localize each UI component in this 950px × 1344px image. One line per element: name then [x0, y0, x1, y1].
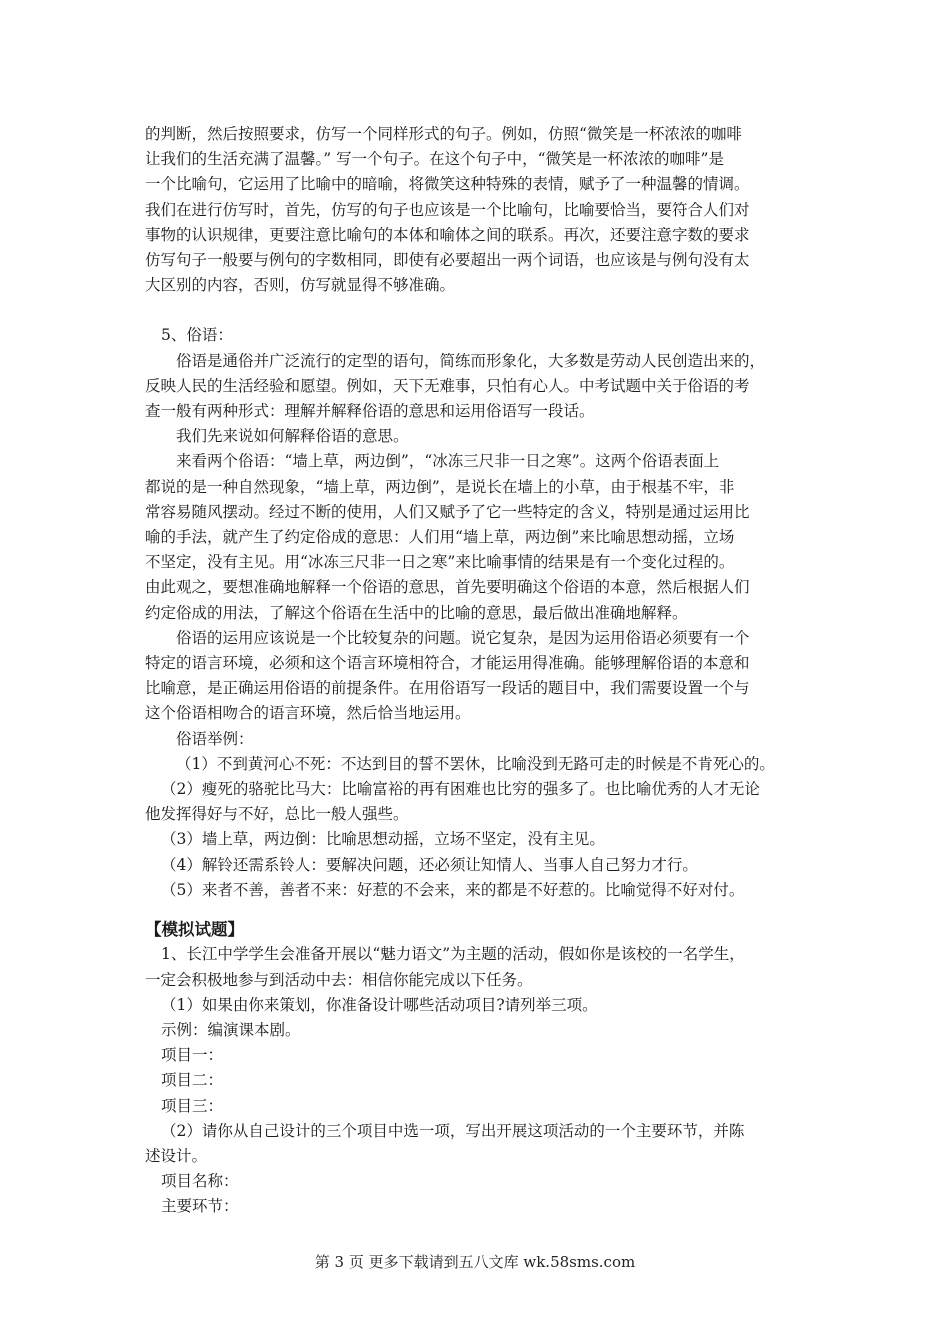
text-line: 让我们的生活充满了温馨。” 写一个句子。在这个句子中，“微笑是一杯浓浓的咖啡”是	[145, 150, 724, 169]
example-item: （5）来者不善，善者不来：好惹的不会来，来的都是不好惹的。比喻觉得不好对付。	[161, 880, 745, 899]
text-line: 都说的是一种自然现象，“墙上草，两边倒”，是说长在墙上的小草，由于根基不牢，非	[145, 477, 735, 496]
page-footer: 第 3 页 更多下载请到五八文库 wk.58sms.com	[314, 1253, 636, 1271]
question-text: 一定会积极地参与到活动中去：相信你能完成以下任务。	[145, 970, 533, 989]
answer-item: 主要环节：	[161, 1197, 239, 1216]
sub-question: （2）请你从自己设计的三个项目中选一项，写出开展这项活动的一个主要环节，并陈	[161, 1121, 745, 1140]
text-line: 约定俗成的用法，了解这个俗语在生活中的比喻的意思，最后做出准确地解释。	[145, 603, 688, 622]
text-line: 不坚定，没有主见。用“冰冻三尺非一日之寒”来比喻事情的结果是有一个变化过程的。	[145, 553, 735, 572]
text-line: 俗语的运用应该说是一个比较复杂的问题。说它复杂，是因为运用俗语必须要有一个	[176, 628, 750, 647]
example-item: （3）墙上草，两边倒：比喻思想动摇，立场不坚定，没有主见。	[161, 830, 605, 849]
text-line: 查一般有两种形式：理解并解释俗语的意思和运用俗语写一段话。	[145, 402, 595, 421]
text-line: 喻的手法，就产生了约定俗成的意思：人们用“墙上草，两边倒”来比喻思想动摇，立场	[145, 528, 735, 547]
text-line: 比喻意，是正确运用俗语的前提条件。在用俗语写一段话的题目中，我们需要设置一个与	[145, 679, 750, 698]
text-line: 事物的认识规律，更要注意比喻句的本体和喻体之间的联系。再次，还要注意字数的要求	[145, 225, 750, 244]
text-line: 我们在进行仿写时，首先，仿写的句子也应该是一个比喻句，比喻要恰当，要符合人们对	[145, 200, 750, 219]
answer-item: 项目一：	[161, 1046, 224, 1065]
example-text: 示例：编演课本剧。	[161, 1020, 301, 1039]
page-content	[145, 122, 815, 1220]
text-line: 这个俗语相吻合的语言环境，然后恰当地运用。	[145, 704, 471, 723]
example-item: （2）瘦死的骆驼比马大：比喻富裕的再有困难也比穷的强多了。也比喻优秀的人才无论	[161, 780, 760, 799]
mock-test-heading: 【模拟试题】	[145, 920, 244, 940]
text-line: 我们先来说如何解释俗语的意思。	[176, 427, 409, 446]
answer-item: 项目三：	[161, 1096, 224, 1115]
text-line: 仿写句子一般要与例句的字数相同，即使有必要超出一两个词语，也应该是与例句没有太	[145, 251, 750, 270]
spacer	[145, 298, 815, 323]
answer-item: 项目二：	[161, 1071, 224, 1090]
example-item-continued: 他发挥得好与不好，总比一般人强些。	[145, 805, 409, 824]
text-line: 反映人民的生活经验和愿望。例如，天下无难事，只怕有心人。中考试题中关于俗语的考	[145, 376, 750, 395]
text-line: 来看两个俗语：“墙上草，两边倒”，“冰冻三尺非一日之寒”。这两个俗语表面上	[176, 452, 720, 471]
text-line: 常容易随风摆动。经过不断的使用，人们又赋予了它一些特定的含义，特别是通过运用比	[145, 502, 750, 521]
text-line: 大区别的内容，否则，仿写就显得不够准确。	[145, 276, 456, 295]
text-line: 由此观之，要想准确地解释一个俗语的意思，首先要明确这个俗语的本意，然后根据人们	[145, 578, 750, 597]
example-item: （4）解铃还需系铃人：要解决问题，还必须让知情人、当事人自己努力才行。	[161, 855, 698, 874]
text-line: 的判断，然后按照要求，仿写一个同样形式的句子。例如，仿照“微笑是一杯浓浓的咖啡	[145, 125, 742, 143]
answer-item: 项目名称：	[161, 1172, 239, 1191]
text-line: 一个比喻句，它运用了比喻中的暗喻，将微笑这种特殊的表情，赋予了一种温馨的情调。	[145, 175, 750, 194]
examples-label: 俗语举例：	[176, 729, 254, 748]
sub-question: （1）如果由你来策划，你准备设计哪些活动项目?请列举三项。	[161, 995, 598, 1014]
section-title: 5、俗语：	[161, 326, 233, 345]
question-text: 1、长江中学学生会准备开展以“魅力语文”为主题的活动，假如你是该校的一名学生，	[161, 945, 745, 964]
sub-question: 述设计。	[145, 1146, 208, 1165]
text-line: 俗语是通俗并广泛流行的定型的语句，简练而形象化，大多数是劳动人民创造出来的，	[176, 351, 766, 370]
example-item: （1）不到黄河心不死：不达到目的誓不罢休，比喻没到无路可走的时候是不肯死心的。	[176, 754, 775, 773]
text-line: 特定的语言环境，必须和这个语言环境相符合，才能运用得准确。能够理解俗语的本意和	[145, 654, 750, 673]
